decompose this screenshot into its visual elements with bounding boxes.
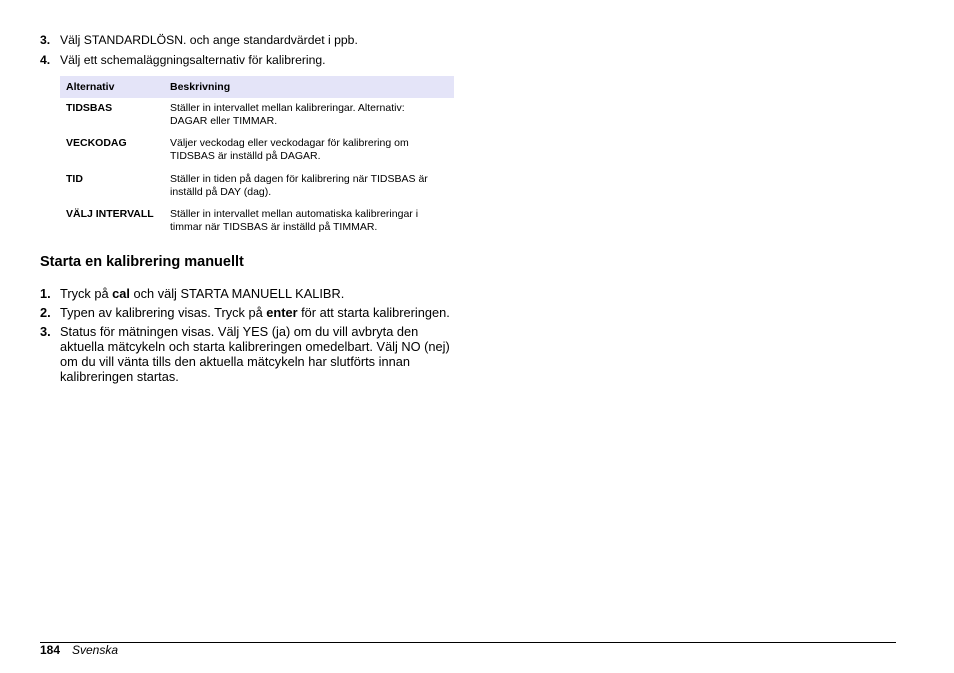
calibration-options-table: [60, 76, 454, 233]
option-name: TIDSBAS: [66, 102, 113, 114]
step-number: 4.: [40, 53, 51, 67]
header-option: Alternativ: [66, 81, 115, 93]
step-number: 3.: [40, 324, 51, 339]
description-line: timmar när TIDSBAS är inställd på TIMMAR.: [170, 220, 378, 233]
description-line: Ställer in intervallet mellan automatiska kalibreringar i: [170, 208, 419, 220]
option-name: TID: [66, 173, 83, 185]
description-line: TIDSBAS är inställd på DAGAR.: [170, 149, 321, 162]
text-line: om du vill vänta tills den aktuella mätcykeln har slutförts innan: [60, 354, 410, 369]
text-line: Status för mätningen visas. Välj YES (ja) om du vill avbryta den: [60, 324, 419, 339]
description-line: DAGAR eller TIMMAR.: [170, 114, 278, 127]
text-run: för att starta kalibreringen.: [297, 305, 450, 320]
key-name-enter: enter: [266, 305, 298, 320]
option-description: [170, 102, 454, 127]
page-number: 184: [40, 643, 61, 657]
page-language: Svenska: [72, 643, 119, 657]
step-number: 2.: [40, 305, 51, 320]
option-description: [170, 137, 454, 162]
step-text: [60, 305, 450, 320]
header-description: Beskrivning: [170, 81, 231, 93]
step-number: 1.: [40, 286, 51, 301]
table-header: [60, 76, 454, 98]
option-description: [170, 208, 454, 233]
option-name: VECKODAG: [66, 137, 127, 149]
step-text: [60, 324, 450, 384]
step-text: Välj STANDARDLÖSN. och ange standardvärdet i ppb.: [60, 33, 358, 47]
section-heading: Starta en kalibrering manuellt: [40, 254, 244, 270]
step-text: Välj ett schemaläggningsalternativ för kalibrering.: [60, 53, 326, 67]
text-line: kalibreringen startas.: [60, 369, 179, 384]
option-description: [170, 173, 454, 198]
step-number: 3.: [40, 33, 51, 47]
description-line: inställd på DAY (dag).: [170, 185, 272, 198]
description-line: Ställer in tiden på dagen för kalibrering när TIDSBAS är: [170, 173, 428, 185]
description-line: Ställer in intervallet mellan kalibreringar. Alternativ:: [170, 102, 405, 114]
description-line: Väljer veckodag eller veckodagar för kalibrering om: [170, 137, 409, 149]
step-text: [60, 286, 344, 301]
text-run: Typen av kalibrering visas. Tryck på: [60, 305, 267, 320]
text-run: och välj STARTA MANUELL KALIBR.: [129, 286, 345, 301]
option-name: VÄLJ INTERVALL: [66, 208, 154, 220]
text-line: aktuella mätcykeln och starta kalibreringen omedelbart. Välj NO (nej): [60, 339, 450, 354]
footer-divider: [40, 642, 896, 643]
key-name-cal: cal: [112, 286, 130, 301]
text-run: Tryck på: [60, 286, 113, 301]
